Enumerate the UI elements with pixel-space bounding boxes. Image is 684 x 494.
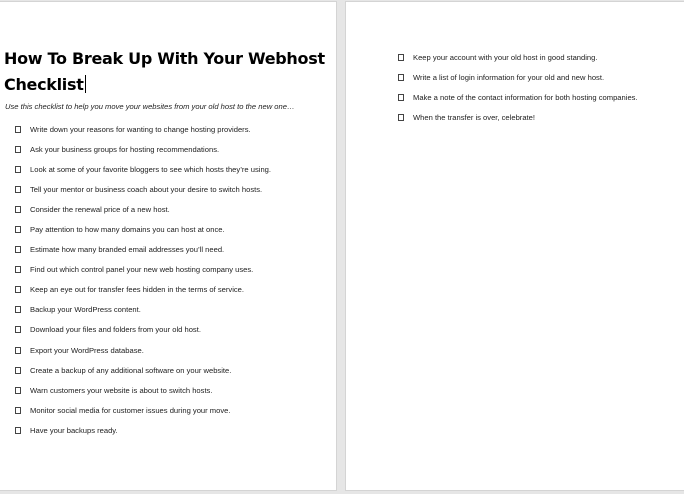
checklist-item-text: Warn customers your website is about to switch hosts. [30, 385, 213, 395]
checklist-item[interactable] [15, 280, 271, 300]
checklist-item[interactable] [398, 87, 638, 107]
checkbox-icon [15, 326, 21, 333]
title-line-2 [4, 72, 304, 98]
checklist-item[interactable] [15, 260, 271, 280]
text-cursor [85, 75, 86, 93]
checklist-item[interactable] [398, 67, 638, 87]
checklist-item-text: Make a note of the contact information for both hosting companies. [413, 92, 638, 102]
checklist-item[interactable] [398, 47, 638, 67]
checkbox-icon [15, 407, 21, 414]
checkbox-icon [15, 347, 21, 354]
checkbox-icon [398, 114, 404, 121]
checklist-item-text: Ask your business groups for hosting recommendations. [30, 144, 220, 154]
checkbox-icon [15, 286, 21, 293]
checkbox-icon [15, 146, 21, 153]
checklist-item[interactable] [15, 159, 271, 179]
checklist-item[interactable] [15, 420, 271, 440]
checklist-item-text: Write down your reasons for wanting to change hosting providers. [30, 124, 251, 134]
checklist-item-text: Look at some of your favorite bloggers to see which hosts they’re using. [30, 164, 272, 174]
checkbox-icon [15, 126, 21, 133]
title-line-1: How To Break Up With Your Webhost [4, 49, 325, 68]
checklist-item-text: Write a list of login information for your old and new host. [413, 72, 605, 82]
page-2[interactable] [346, 2, 684, 490]
checklist-item[interactable] [15, 179, 271, 199]
checklist-item[interactable] [15, 360, 271, 380]
checkbox-icon [15, 226, 21, 233]
checklist-item[interactable] [15, 300, 271, 320]
checklist-item[interactable] [15, 240, 271, 260]
document-title[interactable] [4, 46, 325, 98]
checklist-item[interactable] [398, 107, 638, 127]
checklist-item-text: Consider the renewal price of a new host. [30, 204, 170, 214]
checkbox-icon [15, 166, 21, 173]
checklist-item-text: Find out which control panel your new web hosting company uses. [30, 265, 254, 275]
page-1[interactable] [0, 2, 336, 490]
checkbox-icon [398, 54, 404, 61]
checklist-item-text: Create a backup of any additional software on your website. [30, 365, 232, 375]
checklist-item-text: Keep your account with your old host in good standing. [413, 52, 598, 62]
checklist-item-text: Estimate how many branded email addresses you’ll need. [30, 245, 225, 255]
checkbox-icon [15, 367, 21, 374]
intro-text: Use this checklist to help you move your websites from your old host to the new one… [5, 102, 295, 111]
checkbox-icon [398, 74, 404, 81]
checklist-item-text: Download your files and folders from your old host. [30, 325, 201, 335]
checkbox-icon [15, 186, 21, 193]
checkbox-icon [15, 266, 21, 273]
checkbox-icon [398, 94, 404, 101]
checklist-item[interactable] [15, 119, 271, 139]
checklist-item-text: Export your WordPress database. [30, 345, 144, 355]
checkbox-icon [15, 427, 21, 434]
checklist-item[interactable] [15, 380, 271, 400]
checklist-item[interactable] [15, 139, 271, 159]
checklist-item[interactable] [15, 219, 271, 239]
checklist-item-text: Backup your WordPress content. [30, 305, 141, 315]
title-line-2-text: Checklist [4, 75, 84, 94]
checkbox-icon [15, 246, 21, 253]
checkbox-icon [15, 306, 21, 313]
checkbox-icon [15, 206, 21, 213]
checklist-item-text: Tell your mentor or business coach about your desire to switch hosts. [30, 184, 263, 194]
checklist-item-text: When the transfer is over, celebrate! [413, 112, 535, 122]
checklist-item[interactable] [15, 340, 271, 360]
checklist-item[interactable] [15, 199, 271, 219]
checklist-item-text: Pay attention to how many domains you can host at once. [30, 225, 225, 235]
checklist-item-text: Keep an eye out for transfer fees hidden in the terms of service. [30, 285, 245, 295]
checklist-item-text: Monitor social media for customer issues during your move. [30, 405, 231, 415]
checklist-item-text: Have your backups ready. [30, 425, 118, 435]
checklist-item[interactable] [15, 400, 271, 420]
checklist-page-2 [398, 47, 638, 127]
checkbox-icon [15, 387, 21, 394]
checklist-page-1 [15, 119, 271, 441]
checklist-item[interactable] [15, 320, 271, 340]
